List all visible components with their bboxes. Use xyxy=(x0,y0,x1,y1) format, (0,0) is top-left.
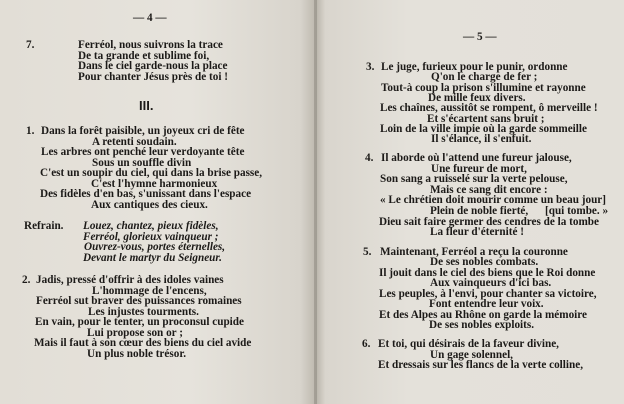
verse-line: Un plus noble trésor. xyxy=(87,348,187,360)
verse-line: C'est un soupir du ciel, qui dans la brise passe, xyxy=(40,167,263,179)
page-number: — 5 — xyxy=(463,31,497,43)
verse-line: Aux vainqueurs d'ici bas. xyxy=(430,277,552,289)
verse-line: Il jouit dans le ciel des biens que le Roi donne xyxy=(379,267,596,279)
verse-line: L'hommage de l'encens, xyxy=(92,285,207,297)
verse-line: Dans le ciel garde-nous la place xyxy=(78,60,228,72)
page-number: — 4 — xyxy=(133,12,167,24)
verse-line: Dieu sait faire germer des cendres de la tombe xyxy=(379,216,599,228)
verse-line: Il s'élance, il s'enfuit. xyxy=(431,133,532,145)
verse-line: Mais il faut à son cœur des biens du ciel avide xyxy=(34,337,252,349)
verse-line: Les peuples, à l'envi, pour chanter sa victoire, xyxy=(379,288,597,300)
stanza-number: 6. xyxy=(362,338,371,350)
verse-line: Et dressais sur les flancs de la verte colline, xyxy=(378,359,583,371)
verse-line: Et des Alpes au Rhône on garde la mémoire xyxy=(379,309,588,321)
verse-line: Font entendre leur voix. xyxy=(429,298,544,310)
verse-line: Loin de la ville impie où la garde sommeille xyxy=(380,123,587,135)
verse-line: Maintenant, Ferréol a reçu la couronne xyxy=(380,246,568,258)
verse-line: « Le chrétien doit mourir comme un beau jour] xyxy=(380,194,607,206)
verse-line: Lui propose son or ; xyxy=(87,327,183,339)
verse-line: Les arbres ont penché leur verdoyante tête xyxy=(41,146,245,158)
verse-line: Et s'écartent sans bruit ; xyxy=(427,113,545,125)
verse-line: En vain, pour le tenter, un proconsul cupide xyxy=(35,316,244,328)
verse-line: Les injustes tourments. xyxy=(88,306,199,318)
stanza-number: 2. xyxy=(22,274,31,286)
stanza-number: 3. xyxy=(366,61,375,73)
verse-line: Des fidèles d'en bas, s'unissant dans l'espace xyxy=(40,188,252,200)
verse-line: Les chaînes, aussitôt se rompent, ô merveille ! xyxy=(380,102,598,114)
verse-line: Une fureur de mort, xyxy=(431,163,527,175)
verse-line: Ferréol sut braver des puissances romaines xyxy=(36,295,242,307)
verse-line: Sous un souffle divin xyxy=(92,157,192,169)
verse-line: Tout-à coup la prison s'illumine et rayonne xyxy=(381,82,586,94)
verse-line: De ses nobles combats. xyxy=(430,256,539,268)
right-page xyxy=(316,0,624,404)
stanza-number: 5. xyxy=(363,246,372,258)
verse-line: De mille feux divers. xyxy=(428,92,526,104)
stanza-number: 4. xyxy=(365,152,374,164)
refrain-line: Devant le martyr du Seigneur. xyxy=(83,252,222,264)
refrain-line: Ouvrez-vous, portes éternelles, xyxy=(84,241,226,253)
verse-line: Le juge, furieux pour le punir, ordonne xyxy=(381,61,568,73)
stanza-number: 7. xyxy=(26,39,35,51)
verse-line: Et toi, qui désirais de la faveur divine, xyxy=(378,338,559,350)
verse-line: Mais ce sang dit encore : xyxy=(430,184,548,196)
stanza-number: Refrain. xyxy=(24,220,64,232)
verse-line: De ses nobles exploits. xyxy=(429,319,535,331)
refrain-line: Ferréol, glorieux vainqueur ; xyxy=(83,231,219,243)
page-gutter xyxy=(314,0,317,404)
verse-line: De ta grande et sublime foi, xyxy=(78,50,210,62)
verse-line: Ferréol, nous suivrons la trace xyxy=(78,39,223,51)
verse-line: Aux cantiques des cieux. xyxy=(91,199,208,211)
verse-line: La fleur d'éternité ! xyxy=(430,226,524,238)
verse-line-continuation: [qui tombe. » xyxy=(545,205,609,217)
verse-line: Pour chanter Jésus près de toi ! xyxy=(78,71,228,83)
verse-line: C'est l'hymne harmonieux xyxy=(91,178,218,190)
verse-line: Jadis, pressé d'offrir à des idoles vaines xyxy=(36,274,224,286)
verse-line: Plein de noble fierté, xyxy=(430,205,529,217)
section-heading: III. xyxy=(139,98,154,113)
verse-line: Son sang a ruisselé sur la verte pelouse, xyxy=(380,173,568,185)
stanza-number: 1. xyxy=(26,125,35,137)
verse-line: Dans la forêt paisible, un joyeux cri de fête xyxy=(41,125,245,137)
verse-line: Un gage solennel, xyxy=(430,349,513,361)
verse-line: A retenti soudain. xyxy=(92,136,177,148)
verse-line: Q'on le charge de fer ; xyxy=(431,71,538,83)
refrain-line: Louez, chantez, pieux fidèles, xyxy=(83,220,219,232)
verse-line: Il aborde où l'attend une fureur jalouse, xyxy=(381,152,572,164)
